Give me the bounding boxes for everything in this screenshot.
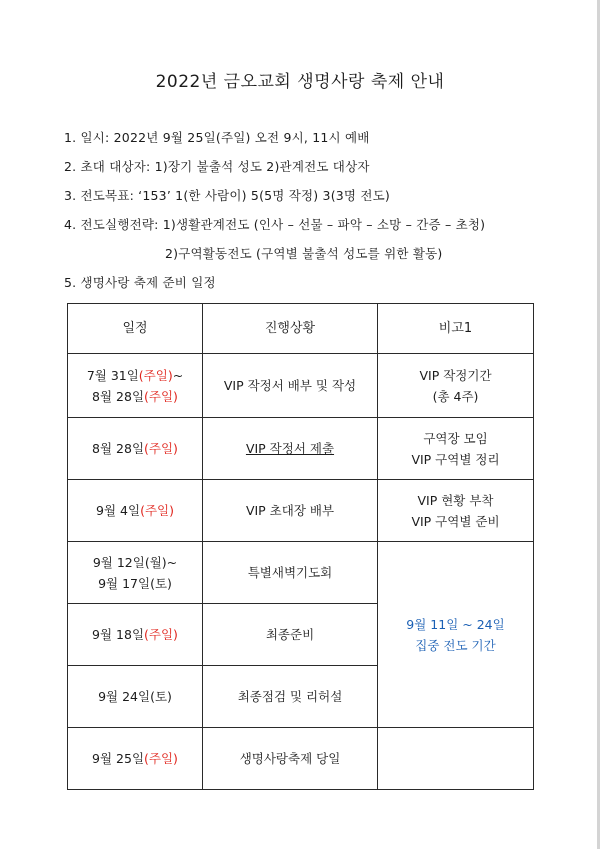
table-row xyxy=(68,354,534,418)
header-progress: 진행상황 xyxy=(203,304,378,354)
header-note: 비고1 xyxy=(378,304,534,354)
schedule-cell: 9월 12일(월)~ 9월 17일(토) xyxy=(68,542,203,604)
schedule-cell: 9월 25일(주일) xyxy=(68,728,203,790)
page-title: 2022년 금오교회 생명사랑 축제 안내 xyxy=(155,72,445,92)
item-strategy: 4. 전도실행전략: 1)생활관계전도 (인사 – 선물 – 파악 – 소망 – 간증 – 초청) xyxy=(64,217,486,232)
merged-note-cell: 9월 11일 ~ 24일 집중 전도 기간 xyxy=(378,542,534,728)
item-strategy-2: 2)구역활동전도 (구역별 불출석 성도를 위한 활동) xyxy=(165,246,443,261)
note-cell: VIP 작정기간 (총 4주) xyxy=(378,354,534,418)
table-row xyxy=(68,480,534,542)
progress-cell: 최종준비 xyxy=(203,604,378,666)
item-schedule-heading: 5. 생명사랑 축제 준비 일정 xyxy=(64,275,216,290)
item-invitees: 2. 초대 대상자: 1)장기 불출석 성도 2)관계전도 대상자 xyxy=(64,159,370,174)
table-row xyxy=(68,418,534,480)
header-schedule: 일정 xyxy=(68,304,203,354)
note-cell: VIP 현황 부착 VIP 구역별 준비 xyxy=(378,480,534,542)
progress-cell: 최종점검 및 리허설 xyxy=(203,666,378,728)
schedule-cell: 9월 18일(주일) xyxy=(68,604,203,666)
progress-cell: VIP 작정서 배부 및 작성 xyxy=(203,354,378,418)
note-cell xyxy=(378,728,534,790)
schedule-cell: 8월 28일(주일) xyxy=(68,418,203,480)
table-header-row xyxy=(68,304,534,354)
progress-cell: VIP 초대장 배부 xyxy=(203,480,378,542)
progress-cell: 특별새벽기도회 xyxy=(203,542,378,604)
schedule-table xyxy=(67,303,534,790)
table-row xyxy=(68,728,534,790)
note-cell: 구역장 모임 VIP 구역별 정리 xyxy=(378,418,534,480)
schedule-cell: 7월 31일(주일)~ 8월 28일(주일) xyxy=(68,354,203,418)
item-date: 1. 일시: 2022년 9월 25일(주일) 오전 9시, 11시 예배 xyxy=(64,130,370,145)
schedule-cell: 9월 4일(주일) xyxy=(68,480,203,542)
progress-cell: 생명사랑축제 당일 xyxy=(203,728,378,790)
schedule-cell: 9월 24일(토) xyxy=(68,666,203,728)
progress-cell: VIP 작정서 제출 xyxy=(203,418,378,480)
item-goal: 3. 전도목표: ‘153’ 1(한 사람이) 5(5명 작정) 3(3명 전도) xyxy=(64,188,391,203)
table-row xyxy=(68,542,534,604)
